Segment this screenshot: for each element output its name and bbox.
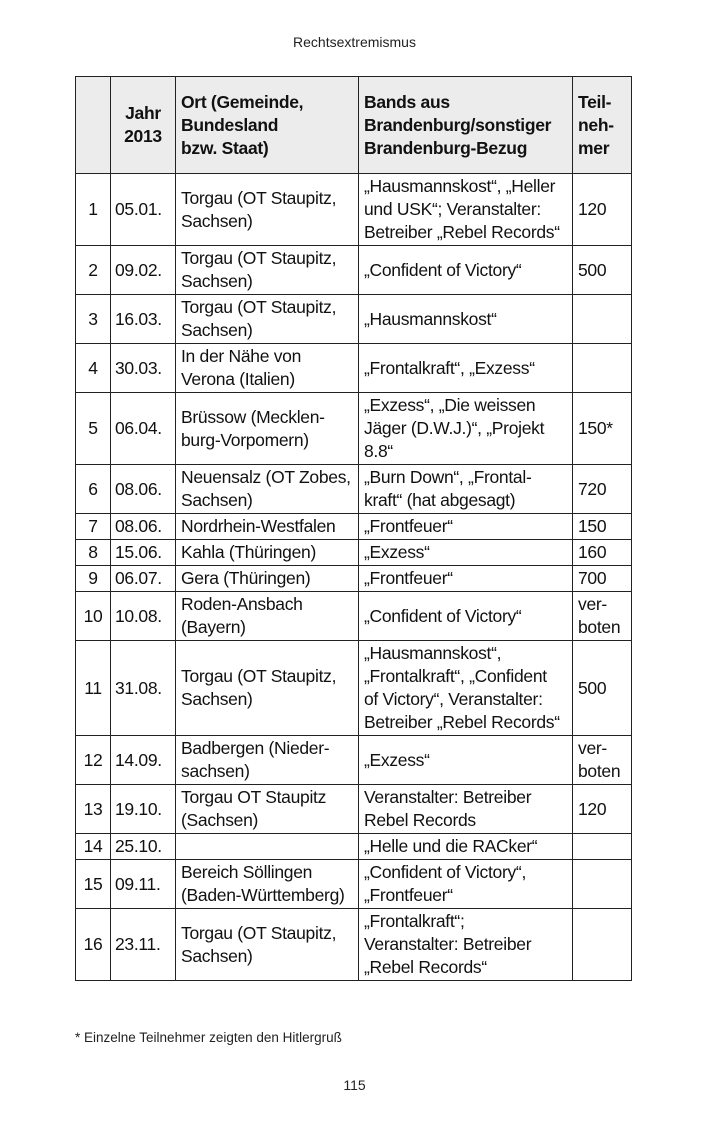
bands-cell: „Hausmannskost“ [359,295,573,344]
bands-cell: „Helle und die RACker“ [359,834,573,860]
table-row [76,641,632,736]
date-cell: 08.06. [111,514,176,540]
row-number-cell: 7 [76,514,111,540]
place-cell: Roden-Ansbach (Bayern) [176,592,359,641]
row-number-cell: 11 [76,641,111,736]
concerts-table [75,76,632,981]
participants-cell [573,295,632,344]
participants-cell [573,909,632,981]
row-number-cell: 16 [76,909,111,981]
date-cell: 09.11. [111,860,176,909]
row-number-cell: 8 [76,540,111,566]
bands-cell: „Burn Down“, „Frontal- kraft“ (hat abgesagt) [359,465,573,514]
bands-cell: „Confident of Victory“, „Frontfeuer“ [359,860,573,909]
table-row [76,344,632,393]
participants-cell: 160 [573,540,632,566]
participants-cell [573,344,632,393]
table-body [76,174,632,981]
row-number-cell: 10 [76,592,111,641]
place-cell: Torgau OT Staupitz (Sachsen) [176,785,359,834]
row-number-cell: 9 [76,566,111,592]
participants-cell [573,834,632,860]
bands-cell: „Hausmannskost“, „Frontalkraft“, „Confident of Victory“, Veranstalter: Betreiber „Rebel Records“ [359,641,573,736]
place-cell: Torgau (OT Staupitz, Sachsen) [176,295,359,344]
place-cell: Neuensalz (OT Zobes, Sachsen) [176,465,359,514]
place-cell: Nordrhein-Westfalen [176,514,359,540]
date-cell: 23.11. [111,909,176,981]
table-row [76,465,632,514]
row-number-cell: 12 [76,736,111,785]
date-cell: 14.09. [111,736,176,785]
table-row [76,909,632,981]
page-number: 115 [343,1077,366,1093]
row-number-cell: 4 [76,344,111,393]
header-year: Jahr 2013 [111,77,176,174]
participants-cell: 700 [573,566,632,592]
row-number-cell: 1 [76,174,111,246]
participants-cell: ver- boten [573,592,632,641]
bands-cell: „Frontalkraft“; Veranstalter: Betreiber „Rebel Records“ [359,909,573,981]
participants-cell: 720 [573,465,632,514]
date-cell: 30.03. [111,344,176,393]
table-row [76,174,632,246]
date-cell: 31.08. [111,641,176,736]
participants-cell: 120 [573,785,632,834]
row-number-cell: 6 [76,465,111,514]
table-row [76,566,632,592]
header-number [76,77,111,174]
bands-cell: „Exzess“, „Die weissen Jäger (D.W.J.)“, „Projekt 8.8“ [359,393,573,465]
place-cell: Badbergen (Nieder- sachsen) [176,736,359,785]
place-cell: Gera (Thüringen) [176,566,359,592]
place-cell: Torgau (OT Staupitz, Sachsen) [176,246,359,295]
participants-cell: 150* [573,393,632,465]
footnote: * Einzelne Teilnehmer zeigten den Hitlergruß [75,1030,342,1045]
bands-cell: „Exzess“ [359,540,573,566]
participants-cell: 120 [573,174,632,246]
place-cell: Torgau (OT Staupitz, Sachsen) [176,909,359,981]
date-cell: 05.01. [111,174,176,246]
participants-cell: ver- boten [573,736,632,785]
row-number-cell: 3 [76,295,111,344]
header-place: Ort (Gemeinde, Bundesland bzw. Staat) [176,77,359,174]
row-number-cell: 15 [76,860,111,909]
bands-cell: „Hausmannskost“, „Heller und USK“; Veranstalter: Betreiber „Rebel Records“ [359,174,573,246]
table-row [76,246,632,295]
bands-cell: „Frontalkraft“, „Exzess“ [359,344,573,393]
date-cell: 16.03. [111,295,176,344]
place-cell: Torgau (OT Staupitz, Sachsen) [176,641,359,736]
row-number-cell: 14 [76,834,111,860]
date-cell: 06.07. [111,566,176,592]
row-number-cell: 13 [76,785,111,834]
row-number-cell: 2 [76,246,111,295]
table-row [76,860,632,909]
bands-cell: „Confident of Victory“ [359,246,573,295]
date-cell: 10.08. [111,592,176,641]
table-row [76,393,632,465]
bands-cell: „Frontfeuer“ [359,566,573,592]
participants-cell: 500 [573,641,632,736]
table-row [76,514,632,540]
running-head: Rechtsextremismus [293,34,416,50]
bands-cell: „Confident of Victory“ [359,592,573,641]
table-row [76,540,632,566]
place-cell: Bereich Söllingen (Baden-Württemberg) [176,860,359,909]
participants-cell [573,860,632,909]
date-cell: 25.10. [111,834,176,860]
place-cell: Kahla (Thüringen) [176,540,359,566]
header-bands: Bands aus Brandenburg/sonstiger Brandenburg-Bezug [359,77,573,174]
place-cell [176,834,359,860]
place-cell: Torgau (OT Staupitz, Sachsen) [176,174,359,246]
date-cell: 15.06. [111,540,176,566]
table-row [76,834,632,860]
participants-cell: 150 [573,514,632,540]
participants-cell: 500 [573,246,632,295]
date-cell: 19.10. [111,785,176,834]
bands-cell: „Frontfeuer“ [359,514,573,540]
place-cell: Brüssow (Mecklen- burg-Vorpomern) [176,393,359,465]
table-row [76,785,632,834]
table-row [76,592,632,641]
row-number-cell: 5 [76,393,111,465]
bands-cell: Veranstalter: Betreiber Rebel Records [359,785,573,834]
header-participants: Teil- neh- mer [573,77,632,174]
date-cell: 09.02. [111,246,176,295]
place-cell: In der Nähe von Verona (Italien) [176,344,359,393]
date-cell: 06.04. [111,393,176,465]
bands-cell: „Exzess“ [359,736,573,785]
table-header-row [76,77,632,174]
table-row [76,295,632,344]
date-cell: 08.06. [111,465,176,514]
table-row [76,736,632,785]
